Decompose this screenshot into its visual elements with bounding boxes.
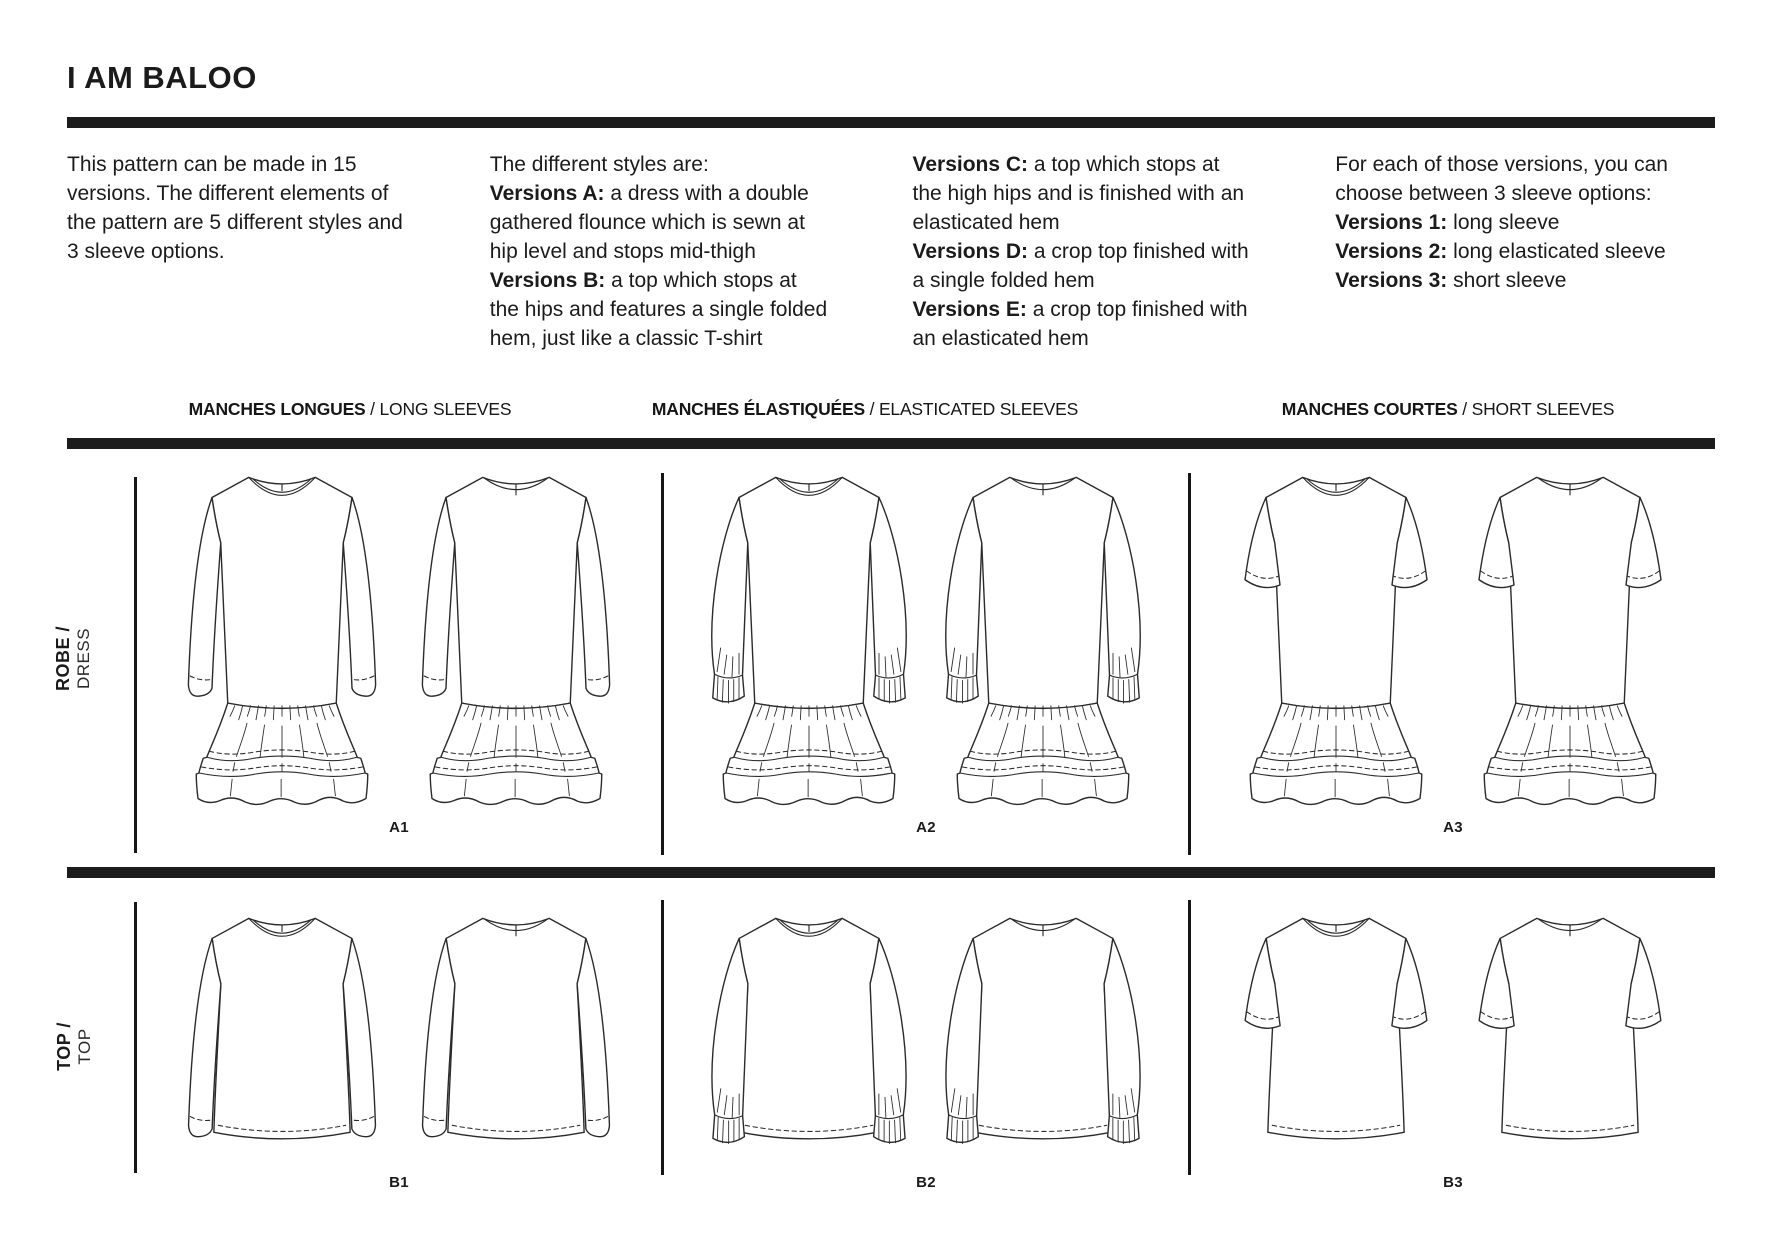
text-line: hem, just like a classic T-shirt	[489, 327, 763, 350]
version-code: B3	[1443, 1174, 1463, 1191]
text-line: Versions 1: long sleeve	[1335, 211, 1560, 234]
top-row	[0, 878, 1782, 1215]
dress-long-sleeve-cell	[137, 449, 661, 867]
intro-text	[67, 150, 1715, 353]
sleeve-header-en: ELASTICATED SLEEVES	[878, 399, 1079, 419]
dress-elastic-front-drawing	[704, 459, 914, 809]
dress-long-front-drawing	[177, 459, 387, 809]
text-line: This pattern can be made in 15	[67, 153, 357, 176]
top-long-sleeve-cell	[137, 878, 661, 1215]
text-line: Versions 2: long elasticated sleeve	[1335, 240, 1666, 263]
top-row-label	[18, 878, 130, 1215]
technical-flat-svg	[177, 459, 387, 809]
text-line: elasticated hem	[912, 211, 1060, 234]
intro-col-styles-cde	[913, 150, 1293, 353]
dress-short-back-drawing	[1465, 459, 1675, 809]
technical-flat-svg	[1465, 459, 1675, 809]
top-long-back-drawing	[411, 900, 621, 1162]
text-line: 3 sleeve options.	[67, 240, 225, 263]
header-divider-rule	[67, 438, 1715, 449]
technical-flat-svg	[704, 900, 914, 1162]
top-elastic-back-drawing	[938, 900, 1148, 1162]
dress-elastic-sleeve-cell	[664, 449, 1188, 867]
sleeve-header-sep: /	[1457, 399, 1472, 419]
row-label-fr: TOP /	[53, 1022, 74, 1071]
intro-col-styles-ab	[490, 150, 870, 353]
sleeve-header-elasticated	[652, 399, 1078, 420]
version-code: B2	[916, 1174, 936, 1191]
text-line: versions. The different elements of	[67, 182, 389, 205]
technical-flat-svg	[1231, 459, 1441, 809]
text-line: a single folded hem	[912, 269, 1095, 292]
text-line: Versions A: a dress with a double	[489, 182, 809, 205]
top-elastic-front-drawing	[704, 900, 914, 1162]
text-line: the hips and features a single folded	[489, 298, 828, 321]
page-title: I AM BALOO	[67, 60, 257, 95]
text-line: Versions 3: short sleeve	[1335, 269, 1567, 292]
version-code: A2	[916, 819, 936, 836]
technical-flat-svg	[938, 459, 1148, 809]
sleeve-header-sep: /	[365, 399, 380, 419]
top-short-sleeve-cell	[1191, 878, 1715, 1215]
dress-short-sleeve-cell	[1191, 449, 1715, 867]
intro-col-sleeve-options	[1335, 150, 1715, 353]
text-line: Versions D: a crop top finished with	[912, 240, 1249, 263]
text-line: an elasticated hem	[912, 327, 1089, 350]
text-line: The different styles are:	[489, 153, 709, 176]
technical-flat-svg	[177, 900, 387, 1162]
sleeve-header-sep: /	[864, 399, 879, 419]
sleeve-header-en: SHORT SLEEVES	[1471, 399, 1615, 419]
top-elastic-sleeve-cell	[664, 878, 1188, 1215]
sleeve-header-fr: MANCHES LONGUES	[188, 399, 366, 419]
intro-col-overview	[67, 150, 447, 353]
top-divider-rule	[67, 117, 1715, 128]
technical-flat-svg	[411, 459, 621, 809]
dress-long-back-drawing	[411, 459, 621, 809]
sleeve-header-short	[1282, 399, 1615, 420]
rows-divider-rule	[67, 867, 1715, 878]
text-line: choose between 3 sleeve options:	[1335, 182, 1652, 205]
text-line: Versions E: a crop top finished with	[912, 298, 1248, 321]
row-label-fr: ROBE /	[53, 625, 74, 691]
text-line: Versions C: a top which stops at	[912, 153, 1220, 176]
text-line: the pattern are 5 different styles and	[67, 211, 403, 234]
technical-flat-svg	[1231, 900, 1441, 1162]
sleeve-header-long	[189, 399, 512, 420]
version-code: A3	[1443, 819, 1463, 836]
text-line: For each of those versions, you can	[1335, 153, 1668, 176]
technical-flat-svg	[1465, 900, 1675, 1162]
sleeve-header-fr: MANCHES COURTES	[1281, 399, 1458, 419]
version-code: B1	[389, 1174, 409, 1191]
sleeve-header-fr: MANCHES ÉLASTIQUÉES	[651, 399, 865, 419]
row-label-en: DRESS	[74, 627, 94, 689]
row-label-en: TOP	[74, 1028, 94, 1065]
dress-elastic-back-drawing	[938, 459, 1148, 809]
text-line: hip level and stops mid-thigh	[489, 240, 756, 263]
technical-flat-svg	[938, 900, 1148, 1162]
dress-row-label	[18, 449, 130, 867]
technical-flat-svg	[411, 900, 621, 1162]
text-line: gathered flounce which is sewn at	[489, 211, 805, 234]
top-short-back-drawing	[1465, 900, 1675, 1162]
top-long-front-drawing	[177, 900, 387, 1162]
version-code: A1	[389, 819, 409, 836]
text-line: the high hips and is finished with an	[912, 182, 1245, 205]
dress-row	[0, 449, 1782, 867]
dress-short-front-drawing	[1231, 459, 1441, 809]
technical-flat-svg	[704, 459, 914, 809]
text-line: Versions B: a top which stops at	[489, 269, 797, 292]
sleeve-header-en: LONG SLEEVES	[379, 399, 512, 419]
top-short-front-drawing	[1231, 900, 1441, 1162]
